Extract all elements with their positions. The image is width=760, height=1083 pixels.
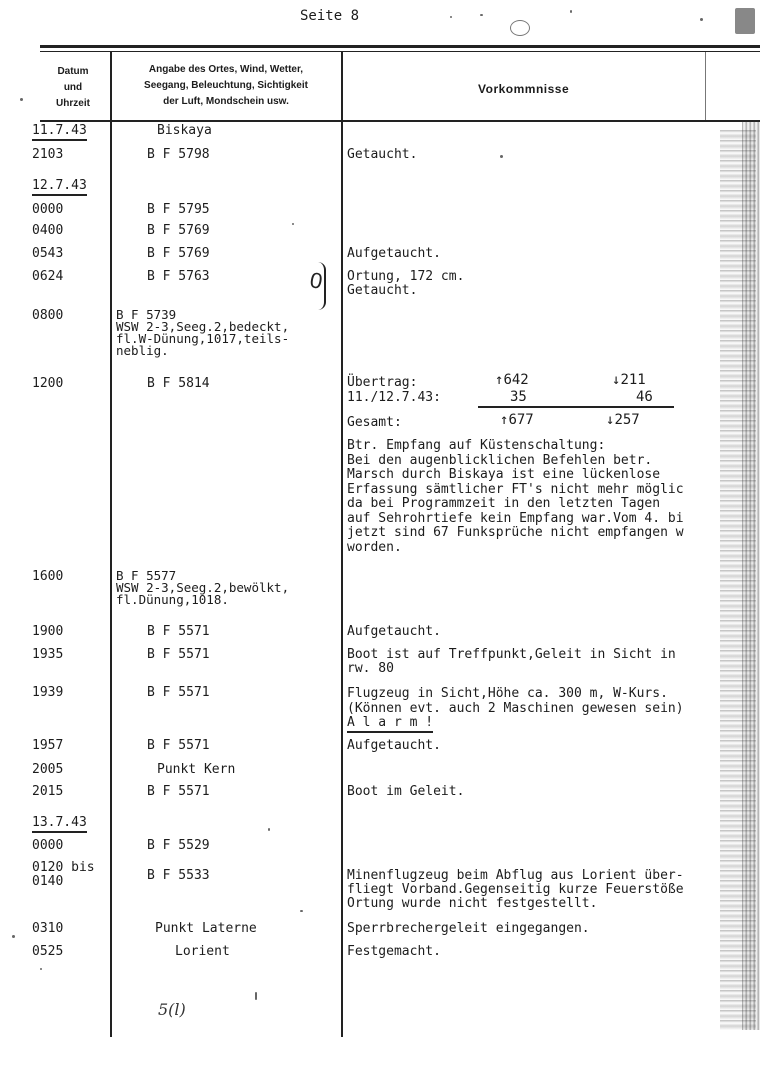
event-1939: Flugzeug in Sicht,Höhe ca. 300 m, W-Kurs. (Können evt. auch 2 Maschinen gewesen sein) xyxy=(347,686,684,716)
event-funk-empfang: Btr. Empfang auf Küstenschaltung: Bei den augenblicklichen Befehlen betr. Marsch durch Biskaya ist eine lückenlose Erfassung sämtlicher FT's nicht mehr möglic da bei Programmzeit in den letzten Tagen auf Sehrohrtiefe kein Empfang war.Vom 4. bi jetzt sind 67 Funksprüche nicht empfangen w worden. xyxy=(347,439,684,555)
time-1935: 1935 xyxy=(32,647,64,662)
header-top-rule-thin xyxy=(40,51,760,52)
event-1900: Aufgetaucht. xyxy=(347,624,441,639)
margin-mark: 0 xyxy=(308,267,325,294)
place-lorient: Lorient xyxy=(175,944,230,959)
place-punkt-laterne: Punkt Laterne xyxy=(155,921,257,936)
down-arrow-icon: ↓ xyxy=(612,372,621,388)
time-11-7-43 xyxy=(32,124,87,138)
alarm xyxy=(347,716,433,730)
place-bf5769-b: B F 5769 xyxy=(147,246,210,261)
time-13-7-43 xyxy=(32,816,87,830)
place-bf5814: B F 5814 xyxy=(147,376,210,391)
place-bf5571-d: B F 5571 xyxy=(147,738,210,753)
time-0400: 0400 xyxy=(32,223,64,238)
down-arrow-icon: ↓ xyxy=(606,412,615,428)
event-0120: Minenflugzeug beim Abflug aus Lorient über- fliegt Vorband.Gegenseitig kurze Feuerstöße Ortung wurde nicht festgestellt. xyxy=(347,869,684,911)
time-1900: 1900 xyxy=(32,624,64,639)
time-0000-b: 0000 xyxy=(32,838,64,853)
uebertrag-down1 xyxy=(612,373,646,387)
page-title: Seite 8 xyxy=(300,8,360,24)
scan-noise-top xyxy=(400,6,760,36)
place-bf5795: B F 5795 xyxy=(147,202,210,217)
header-vorkommnisse xyxy=(478,78,569,97)
place-bf5571-e: B F 5571 xyxy=(147,784,210,799)
scan-dot xyxy=(40,968,42,970)
place-bf5577-weather: B F 5577 WSW 2-3,Seeg.2,bewölkt, fl.Dünung,1018. xyxy=(116,568,290,607)
uebertrag-date-label: 11./12.7.43: xyxy=(347,390,441,405)
time-0543: 0543 xyxy=(32,246,64,261)
header-ort: Angabe des Ortes, Wind, Wetter, Seegang, Beleuchtung, Sichtigkeit der Luft, Mondschein usw. xyxy=(144,64,308,107)
event-0525: Festgemacht. xyxy=(347,944,441,959)
up-arrow-icon: ↑ xyxy=(495,372,504,388)
header-bottom-rule xyxy=(40,120,760,122)
scan-dot xyxy=(500,155,503,158)
up-arrow-icon: ↑ xyxy=(500,412,509,428)
place-punkt-kern: Punkt Kern xyxy=(157,762,236,777)
gesamt-down xyxy=(606,413,640,427)
event-2015: Boot im Geleit. xyxy=(347,784,465,799)
uebertrag-up1 xyxy=(495,373,529,387)
handwritten-mark: 5(l) xyxy=(158,1000,186,1019)
up-value: 642 xyxy=(503,372,529,388)
place-bf5763: B F 5763 xyxy=(147,269,210,284)
time-0800: 0800 xyxy=(32,308,64,323)
header-vorkommnisse-label: Vorkommnisse xyxy=(478,82,570,96)
time-0000: 0000 xyxy=(32,202,64,217)
scan-dot xyxy=(20,98,23,101)
uebertrag-label: Übertrag: xyxy=(347,375,418,390)
event-0310: Sperrbrechergeleit eingegangen. xyxy=(347,921,590,936)
down-value: 257 xyxy=(614,412,640,428)
place-bf5571-c: B F 5571 xyxy=(147,685,210,700)
scan-dot xyxy=(255,992,257,1000)
column-divider-2 xyxy=(341,52,343,1037)
time-12-7-43 xyxy=(32,179,87,193)
date-label: 13.7.43 xyxy=(32,815,87,833)
place-bf5769: B F 5769 xyxy=(147,223,210,238)
place-bf5571: B F 5571 xyxy=(147,624,210,639)
scan-dot xyxy=(268,828,270,831)
alarm-label: A l a r m ! xyxy=(347,715,433,733)
time-0525: 0525 xyxy=(32,944,64,959)
place-bf5529: B F 5529 xyxy=(147,838,210,853)
time-0120-bis-0140: 0120 bis 0140 xyxy=(32,860,95,889)
column-divider-1 xyxy=(110,52,112,1037)
place-bf5739-weather: B F 5739 WSW 2-3,Seeg.2,bedeckt, fl.W-Dünung,1017,teils- neblig. xyxy=(116,307,290,358)
scan-dot xyxy=(292,223,294,225)
time-1600: 1600 xyxy=(32,569,64,584)
header-datum: Datum und Uhrzeit xyxy=(56,66,90,109)
time-2015: 2015 xyxy=(32,784,64,799)
event-2103: Getaucht. xyxy=(347,147,418,162)
gesamt-label: Gesamt: xyxy=(347,415,402,430)
down-value: 211 xyxy=(620,372,646,388)
place-biskaya: Biskaya xyxy=(157,123,212,138)
time-1939: 1939 xyxy=(32,685,64,700)
event-1935: Boot ist auf Treffpunkt,Geleit in Sicht in rw. 80 xyxy=(347,648,676,676)
time-0310: 0310 xyxy=(32,921,64,936)
time-0624: 0624 xyxy=(32,269,64,284)
up-value: 677 xyxy=(508,412,534,428)
time-1200: 1200 xyxy=(32,376,64,391)
event-1957: Aufgetaucht. xyxy=(347,738,441,753)
uebertrag-down2: 46 xyxy=(636,389,653,405)
event-0543: Aufgetaucht. xyxy=(347,246,441,261)
gesamt-up xyxy=(500,413,534,427)
time-1957: 1957 xyxy=(32,738,64,753)
time-2103: 2103 xyxy=(32,147,64,162)
date-label: 11.7.43 xyxy=(32,123,87,141)
scan-dot xyxy=(12,935,15,938)
margin-bracket xyxy=(318,262,326,310)
place-bf5571-b: B F 5571 xyxy=(147,647,210,662)
column-divider-3 xyxy=(705,52,706,120)
uebertrag-up2: 35 xyxy=(510,389,527,405)
place-bf5798: B F 5798 xyxy=(147,147,210,162)
scan-noise-right-edge xyxy=(700,120,760,1030)
sum-rule xyxy=(478,406,674,408)
date-label: 12.7.43 xyxy=(32,178,87,196)
time-2005: 2005 xyxy=(32,762,64,777)
event-0624: Ortung, 172 cm. Getaucht. xyxy=(347,269,465,298)
place-bf5533: B F 5533 xyxy=(147,868,210,883)
scan-dot xyxy=(300,910,303,912)
header-top-rule xyxy=(40,45,760,48)
